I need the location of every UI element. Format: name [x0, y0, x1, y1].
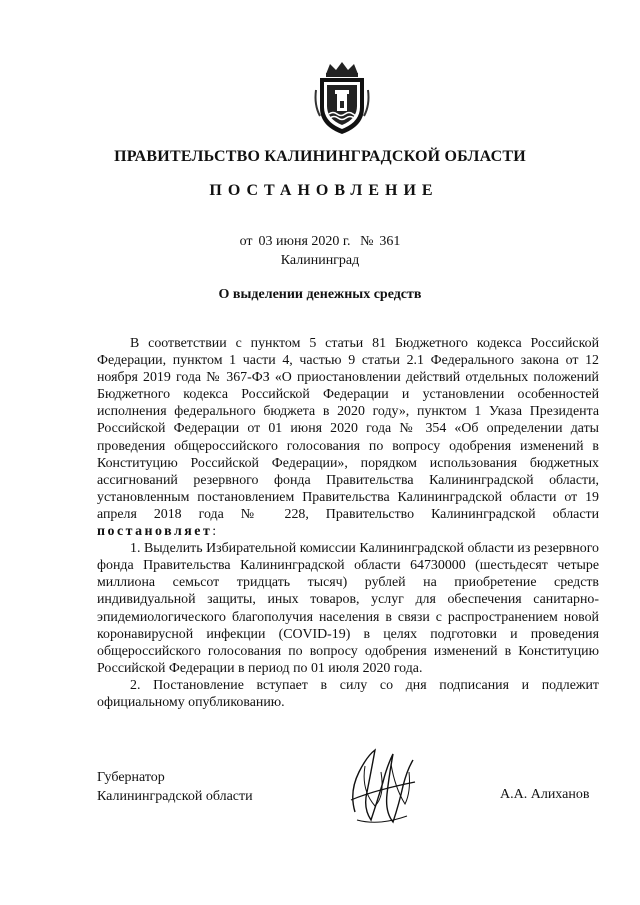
preamble-paragraph: [97, 335, 599, 540]
handwritten-signature: [345, 742, 421, 828]
date-and-number: [0, 234, 640, 250]
document-title: О выделении денежных средств: [218, 287, 422, 302]
signatory-name: А.А. Алиханов: [500, 787, 590, 802]
signatory-position: [97, 768, 253, 806]
preamble-text: В соответствии с пунктом 5 статьи 81 Бюджетного кодекса Российской Федерации, пунктом 1 части 4, частью 9 статьи 2.1 Федерального закона от 12 ноября 2019 года № 367-ФЗ «О приостановлении действий отдельных положений Бюджетного кодекса Российской Федерации и установлении особенностей исполнения федерального бюджета в 2020 году», пунктом 1 Указа Президента Российской Федерации от 01 июня 2020 года № 354 «Об определении даты проведения общероссийского голосования по вопросу одобрения изменений в Конституцию Российской Федерации», порядком использования бюджетных ассигнований резервного фонда Правительства Калининградской области, установленным постановлением Правительства Калининградской области от 19 апреля 2018 года № 228, Правительство Калининградской области: [97, 336, 599, 522]
item-2-paragraph: 2. Постановление вступает в силу со дня подписания и подлежит официальному опубликованию.: [97, 677, 599, 710]
resolves-suffix: :: [212, 524, 217, 540]
resolves-word: постановляет: [97, 524, 213, 540]
city: Калининград: [280, 253, 360, 268]
document-number: 361: [379, 234, 401, 249]
position-line-1: Губернатор: [97, 770, 165, 785]
document-date: 03 июня 2020 г.: [258, 234, 351, 249]
document-type: ПОСТАНОВЛЕНИЕ: [209, 182, 439, 199]
date-prefix: от: [239, 234, 253, 249]
item-1-paragraph: 1. Выделить Избирательной комиссии Калининградской области из резервного фонда Правительства Калининградской области 64730000 (шестьдесят четыре миллиона семьсот тридцать тысяч) рублей на приобретение средств индивидуальной защиты, иных товаров, услуг для обеспечения санитарно-эпидемиологического благополучия населения в связи с распространением новой коронавирусной инфекции (COVID-19) в целях подготовки и проведения общероссийского голосования по вопросу одобрения изменений в Конституцию Российской Федерации в период по 01 июля 2020 года.: [97, 541, 599, 676]
document-body: [97, 335, 599, 711]
position-line-2: Калининградской области: [97, 789, 253, 804]
coat-of-arms-icon: [312, 60, 372, 136]
organization-name: ПРАВИТЕЛЬСТВО КАЛИНИНГРАДСКОЙ ОБЛАСТИ: [114, 148, 526, 165]
number-sign: №: [360, 234, 374, 249]
